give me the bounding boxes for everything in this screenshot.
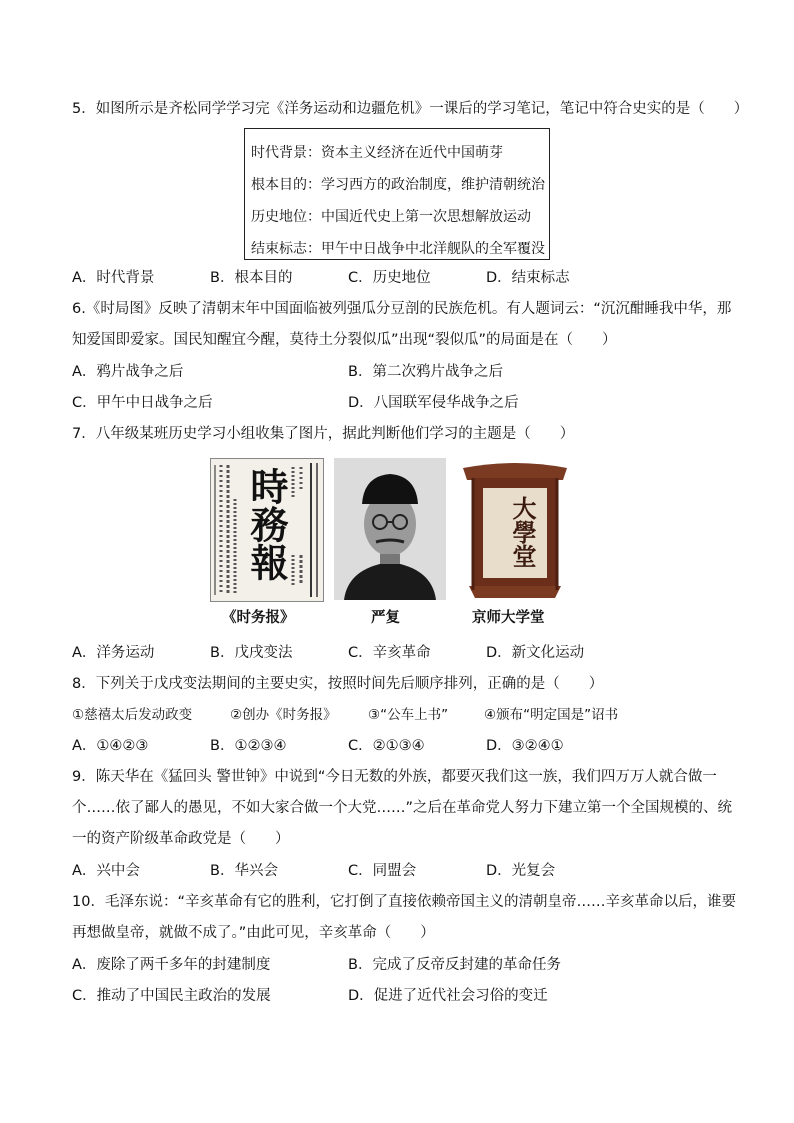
- q6-stem-line2: 知爱国即爱家。国民知醒宜今醒，莫待土分裂似瓜”出现“裂似瓜”的局面是在（ ）: [72, 332, 617, 348]
- q10-option-d[interactable]: D．促进了近代社会习俗的变迁: [348, 988, 548, 1004]
- newspaper-image: [210, 458, 324, 602]
- caption-portrait: 严复: [371, 609, 400, 626]
- q10-option-b[interactable]: B．完成了反帝反封建的革命任务: [348, 957, 561, 973]
- note-purpose: 根本目的：学习西方的政治制度，维护清朝统治: [251, 177, 545, 193]
- q10-option-c[interactable]: C．推动了中国民主政治的发展: [72, 988, 271, 1004]
- plaque-text: 大學堂: [508, 496, 537, 568]
- q8-option-c[interactable]: C．②①③④: [348, 738, 425, 754]
- q7-option-a[interactable]: A．洋务运动: [72, 645, 155, 661]
- q9-option-b[interactable]: B．华兴会: [210, 863, 278, 879]
- q10-stem-line1: 10．毛泽东说：“辛亥革命有它的胜利，它打倒了直接依赖帝国主义的清朝皇帝……辛亥革命以后，谁要: [72, 894, 736, 910]
- q9-option-a[interactable]: A．兴中会: [72, 863, 140, 879]
- q5-option-b[interactable]: B．根本目的: [210, 270, 293, 286]
- q8-item-3: ③“公车上书”: [368, 707, 449, 723]
- q6-option-d[interactable]: D．八国联军侵华战争之后: [348, 395, 519, 411]
- q5-option-a[interactable]: A．时代背景: [72, 270, 155, 286]
- q8-item-4: ④颁布“明定国是”诏书: [484, 707, 619, 723]
- q10-option-a[interactable]: A．废除了两千多年的封建制度: [72, 957, 271, 973]
- q8-option-b[interactable]: B．①②③④: [210, 738, 287, 754]
- q9-stem-line2: 个……依了鄙人的愚见，不如大家合做一个大党……”之后在革命党人努力下建立第一个全国规模的、统: [72, 800, 733, 816]
- q5-option-d[interactable]: D．结束标志: [486, 270, 570, 286]
- q10-stem-line2: 再想做皇帝，就做不成了。”由此可见，辛亥革命（ ）: [72, 925, 435, 941]
- portrait-drawing: [334, 458, 446, 600]
- q7-option-c[interactable]: C．辛亥革命: [348, 645, 431, 661]
- q6-option-b[interactable]: B．第二次鸦片战争之后: [348, 364, 503, 380]
- caption-plaque: 京师大学堂: [472, 609, 545, 626]
- q7-option-d[interactable]: D．新文化运动: [486, 645, 585, 661]
- q9-option-c[interactable]: C．同盟会: [348, 863, 417, 879]
- newspaper-title: 時務報: [244, 467, 289, 581]
- note-status: 历史地位：中国近代史上第一次思想解放运动: [251, 209, 531, 225]
- study-notes-box: [244, 128, 550, 260]
- q6-option-a[interactable]: A．鸦片战争之后: [72, 364, 184, 380]
- q8-item-1: ①慈禧太后发动政变: [72, 707, 193, 723]
- q8-option-d[interactable]: D．③②④①: [486, 738, 564, 754]
- plaque-image: [459, 458, 571, 600]
- q8-option-a[interactable]: A．①④②③: [72, 738, 149, 754]
- q9-stem-line3: 一的资产阶级革命政党是（ ）: [72, 831, 290, 847]
- caption-newspaper: 《时务报》: [222, 609, 295, 626]
- q7-option-b[interactable]: B．戊戌变法: [210, 645, 293, 661]
- q7-stem: 7．八年级某班历史学习小组收集了图片，据此判断他们学习的主题是（ ）: [72, 426, 575, 442]
- note-end: 结束标志：甲午中日战争中北洋舰队的全军覆没: [251, 241, 545, 257]
- q6-option-c[interactable]: C．甲午中日战争之后: [72, 395, 213, 411]
- q9-stem-line1: 9．陈天华在《猛回头 警世钟》中说到“今日无数的外族，都要灭我们这一族，我们四万万人就合做一: [72, 769, 717, 785]
- portrait-image: [334, 458, 446, 600]
- q6-stem-line1: 6.《时局图》反映了清朝末年中国面临被列强瓜分豆剖的民族危机。有人题词云：“沉沉酣睡我中华，那: [72, 301, 732, 317]
- q5-stem: 5．如图所示是齐松同学学习完《洋务运动和边疆危机》一课后的学习笔记，笔记中符合史实的是（ ）: [72, 101, 749, 117]
- note-background: 时代背景：资本主义经济在近代中国萌芽: [251, 145, 503, 161]
- q8-stem: 8．下列关于戊戌变法期间的主要史实，按照时间先后顺序排列，正确的是（ ）: [72, 676, 604, 692]
- q9-option-d[interactable]: D．光复会: [486, 863, 556, 879]
- q5-option-c[interactable]: C．历史地位: [348, 270, 431, 286]
- q8-item-2: ②创办《时务报》: [230, 707, 337, 723]
